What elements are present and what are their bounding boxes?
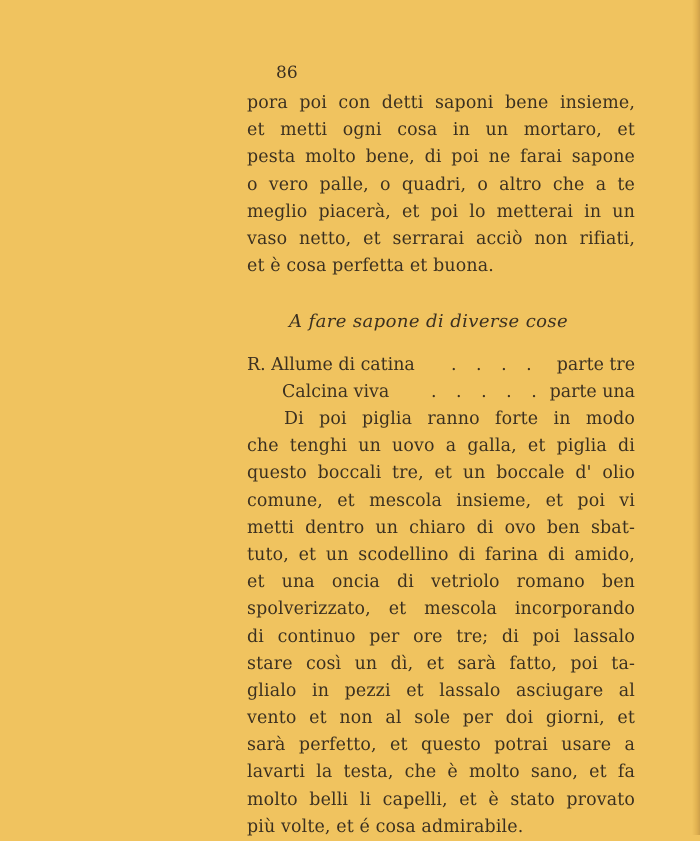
text-line: tuto, et un scodellino di farina di amido, — [247, 544, 635, 565]
text-line: sarà perfetto, et questo potrai usare a — [247, 735, 635, 756]
text-line: molto belli li capelli, et è stato provato — [247, 789, 635, 810]
recipe-row — [247, 379, 635, 406]
text-line: metti dentro un chiaro di ovo ben sbat- — [247, 517, 635, 538]
text-line: spolverizzato, et mescola incorporando — [247, 599, 635, 620]
text-line: et una oncia di vetriolo romano ben — [247, 572, 635, 593]
paragraph-2 — [247, 406, 635, 841]
page-number: 86 — [276, 63, 298, 83]
recipe-quantity: parte una — [549, 382, 635, 402]
text-line: vento et non al sole per doi giorni, et — [247, 708, 635, 729]
text-line: di continuo per ore tre; di poi lassalo — [247, 626, 635, 647]
text-line: lavarti la testa, che è molto sano, et fa — [247, 762, 635, 783]
text-line-content: Di poi piglia ranno forte in modo — [284, 409, 635, 429]
text-line: pesta molto bene, di poi ne farai sapone — [247, 147, 635, 168]
text-line: comune, et mescola insieme, et poi vi — [247, 490, 635, 511]
recipe-ingredient: Calcina viva — [282, 382, 390, 402]
page-edge — [692, 0, 700, 835]
text-line: et metti ogni cosa in un mortaro, et — [247, 120, 635, 141]
text-line: pora poi con detti saponi bene insieme, — [247, 93, 635, 113]
text-line: meglio piacerà, et poi lo metterai in un — [247, 201, 635, 222]
recipe-row — [247, 352, 635, 379]
text-line: o vero palle, o quadri, o altro che a te — [247, 174, 635, 195]
recipe-quantity: parte tre — [556, 355, 635, 375]
text-line: questo boccali tre, et un boccale d' olio — [247, 463, 635, 484]
recipe-leader-dots: . . . . — [451, 355, 539, 375]
section-heading: A fare sapone di diverse cose — [289, 311, 569, 332]
recipe-leader-dots: . . . . . — [431, 382, 544, 402]
text-line: che tenghi un uovo a galla, et piglia di — [247, 436, 635, 457]
text-line: glialo in pezzi et lassalo asciugare al — [247, 680, 635, 701]
text-line: vaso netto, et serrarai acciò non rifiati, — [247, 228, 635, 249]
recipe-ingredient: R. Allume di catina — [247, 355, 415, 375]
text-line: et è cosa perfetta et buona. — [247, 256, 494, 277]
text-line: stare così un dì, et sarà fatto, poi ta- — [247, 653, 635, 674]
text-line — [247, 406, 635, 433]
paragraph-1 — [247, 90, 635, 280]
text-line: più volte, et é cosa admirabile. — [247, 816, 524, 837]
